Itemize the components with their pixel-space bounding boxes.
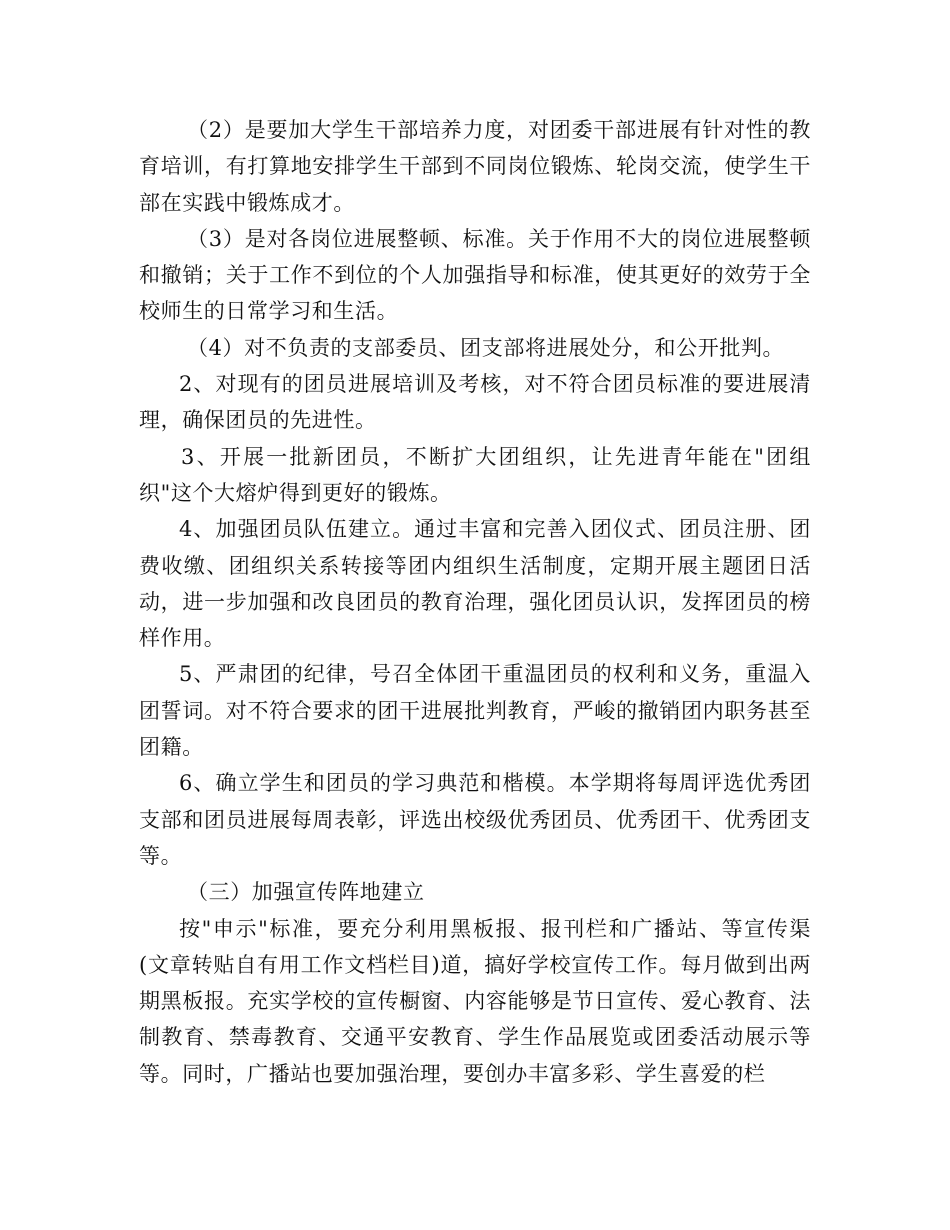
paragraph-post-rectification: （3）是对各岗位进展整顿、标准。关于作用不大的岗位进展整顿和撤销；关于工作不到位的个人加强指导和标准，使其更好的效劳于全校师生的日常学习和生活。 — [139, 226, 811, 324]
section-heading-publicity: （三）加强宣传阵地建立 — [187, 880, 425, 905]
paragraph-role-models: 6、确立学生和团员的学习典范和楷模。本学期将每周评选优秀团支部和团员进展每周表彰，评选出校级优秀团员、优秀团干、优秀团支等。 — [139, 771, 811, 868]
paragraph-branch-penalty: （4）对不负责的支部委员、团支部将进展处分，和公开批判。 — [187, 335, 785, 360]
paragraph-team-building: 4、加强团员队伍建立。通过丰富和完善入团仪式、团员注册、团费收缴、团组织关系转接等团内组织生活制度，定期开展主题团日活动，进一步加强和改良团员的教育治理，强化团员认识，发挥团员的榜样作用。 — [139, 517, 811, 651]
paragraph-discipline: 5、严肃团的纪律，号召全体团干重温团员的权利和义务，重温入团誓词。对不符合要求的团干进展批判教育，严峻的撤销团内职务甚至团籍。 — [139, 662, 811, 760]
paragraph-publicity-work: 按"申示"标准，要充分利用黑板报、报刊栏和广播站、等宣传渠(文章转贴自有用工作文档栏目)道，搞好学校宣传工作。每月做到出两期黑板报。充实学校的宣传橱窗、内容能够是节日宣传、爱心教育、法制教育、禁毒教育、交通平安教育、学生作品展览或团委活动展示等等。同时，广播站也要加强治理，要创办丰富多彩、学生喜爱的栏 — [139, 916, 811, 1086]
paragraph-new-members: 3、开展一批新团员，不断扩大团组织，让先进青年能在"团组织"这个大熔炉得到更好的锻炼。 — [139, 444, 811, 505]
paragraph-cadre-training: （2）是要加大学生干部培养力度，对团委干部进展有针对性的教育培训，有打算地安排学生干部到不同岗位锻炼、轮岗交流，使学生干部在实践中锻炼成才。 — [139, 118, 811, 215]
document-body — [139, 112, 811, 1092]
paragraph-member-assessment: 2、对现有的团员进展培训及考核，对不符合团员标准的要进展清理，确保团员的先进性。 — [139, 372, 811, 433]
